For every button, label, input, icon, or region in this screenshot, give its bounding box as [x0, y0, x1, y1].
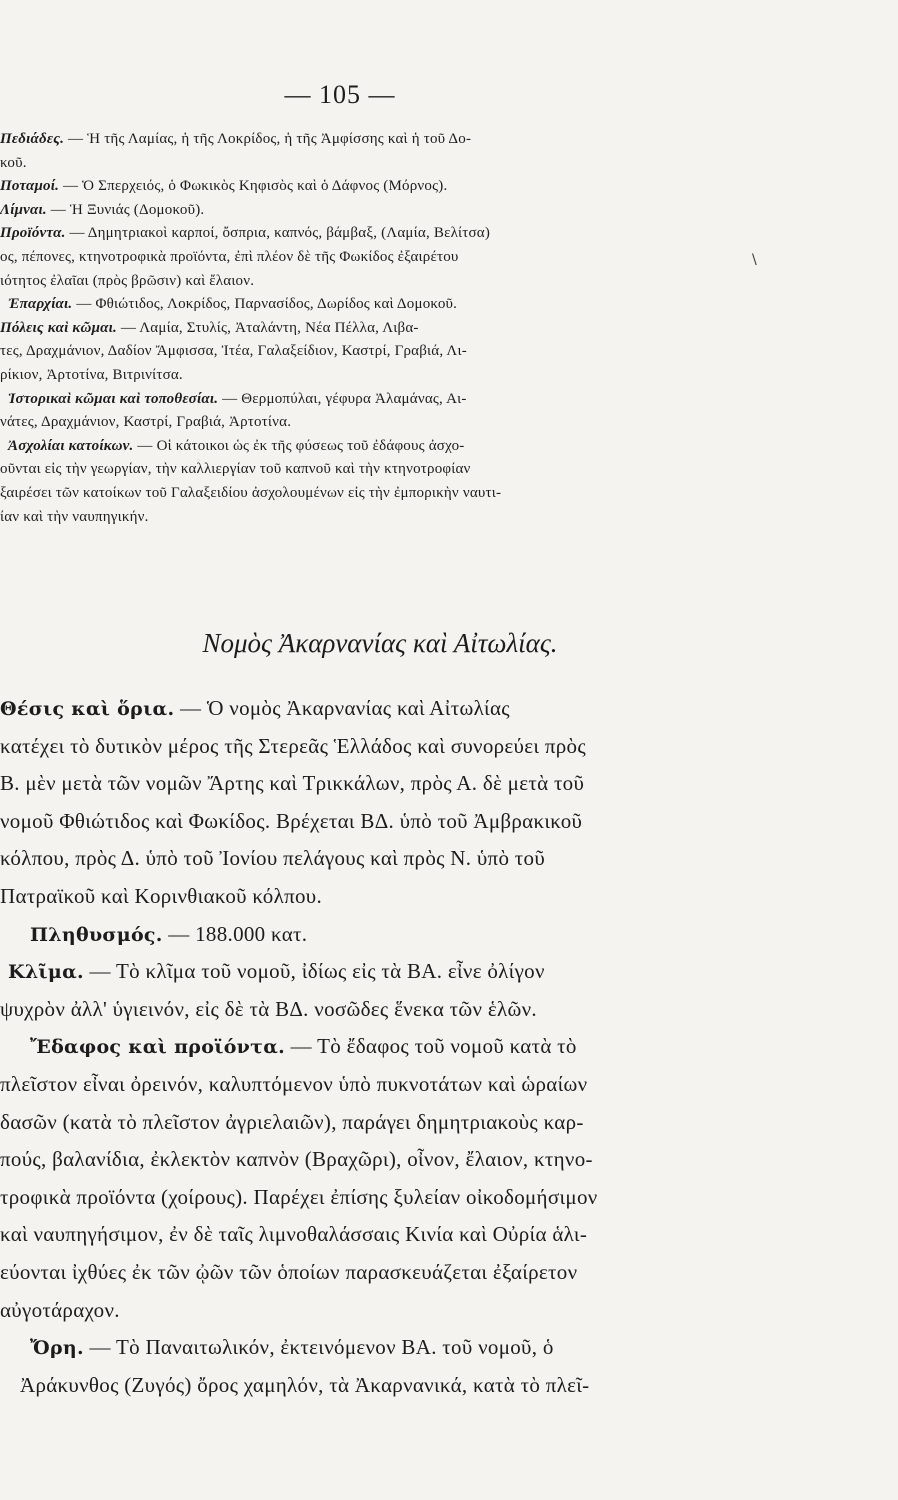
text-line [0, 317, 760, 341]
text-line [0, 1028, 760, 1066]
page-number: — 105 — [284, 80, 396, 109]
line-text: ος, πέπονες, κτηνοτροφικὰ προϊόντα, ἐπὶ πλέον δὲ τῆς Φωκίδος ἐξαιρέτου [0, 248, 459, 265]
section-body-text [0, 690, 760, 1404]
text-line [0, 728, 760, 766]
paragraph-heading: Ἱστορικαὶ κῶμαι καὶ τοποθεσίαι. [8, 390, 219, 407]
line-text: εύονται ἰχθύες ἐκ τῶν ᾠῶν τῶν ὁποίων παρασκευάζεται ἐξαίρετον [0, 1259, 578, 1284]
text-line [0, 222, 760, 246]
line-text: — Λαμία, Στυλίς, Ἀταλάντη, Νέα Πέλλα, Λιβα- [120, 319, 419, 336]
text-line [0, 152, 760, 176]
text-line [0, 293, 760, 317]
line-text: πλεῖστον εἶναι ὀρεινόν, καλυπτόμενον ὑπὸ πυκνοτάτων καὶ ὡραίων [0, 1071, 588, 1096]
line-text: οῦνται εἰς τὴν γεωργίαν, τὴν καλλιεργίαν τοῦ καπνοῦ καὶ τὴν κτηνοτροφίαν [0, 461, 471, 478]
line-text: — Ἡ Ξυνιάς (Δομοκοῦ). [50, 201, 205, 218]
line-text: ιότητος ἐλαῖαι (πρὸς βρῶσιν) καὶ ἔλαιον. [0, 272, 255, 289]
line-text: κόλπου, πρὸς Δ. ὑπὸ τοῦ Ἰονίου πελάγους καὶ πρὸς Ν. ὑπὸ τοῦ [0, 846, 546, 871]
line-text: δασῶν (κατὰ τὸ πλεῖστον ἀγριελαιῶν), παράγει δημητριακοὺς καρ- [0, 1109, 584, 1134]
text-line [0, 388, 760, 412]
paragraph-heading: Προϊόντα. [0, 225, 66, 242]
text-line [0, 482, 760, 506]
line-text: — Ὁ νομὸς Ἀκαρνανίας καὶ Αἰτωλίας [179, 696, 510, 720]
line-text: — Φθιώτιδος, Λοκρίδος, Παρνασίδος, Δωρίδος καὶ Δομοκοῦ. [76, 296, 458, 313]
text-line [0, 199, 760, 223]
text-line [0, 435, 760, 459]
text-line [0, 270, 760, 294]
text-line [0, 1066, 760, 1104]
paragraph-heading: Ἀσχολίαι κατοίκων. [8, 437, 134, 454]
line-text: — Τὸ κλῖμα τοῦ νομοῦ, ἰδίως εἰς τὰ ΒΑ. εἶνε ὀλίγον [89, 959, 545, 984]
text-line [0, 1141, 760, 1179]
line-text: νάτες, Δραχμάνιον, Καστρί, Γραβιά, Ἀρτοτίνα. [0, 414, 292, 431]
paragraph-heading: Λίμναι. [0, 201, 47, 218]
text-line [0, 1216, 760, 1254]
line-text: πούς, βαλανίδια, ἐκλεκτὸν καπνὸν (Βραχῶρι), οἶνον, ἔλαιον, κτηνο- [0, 1147, 593, 1172]
line-text: Πατραϊκοῦ καὶ Κορινθιακοῦ κόλπου. [0, 883, 323, 908]
paragraph-heading: Πεδιάδες. [0, 131, 65, 147]
line-text: τροφικὰ προϊόντα (χοίρους). Παρέχει ἐπίσης ξυλείαν οἰκοδομήσιμον [0, 1184, 598, 1209]
line-text: Β. μὲν μετὰ τῶν νομῶν Ἄρτης καὶ Τρικκάλων, πρὸς Α. δὲ μετὰ τοῦ [0, 771, 585, 796]
line-text: — Θερμοπύλαι, γέφυρα Ἀλαμάνας, Αι- [222, 390, 467, 407]
text-line [0, 506, 760, 530]
line-text: — Τὸ Παναιτωλικόν, ἐκτεινόμενον ΒΑ. τοῦ νομοῦ, ὁ [89, 1335, 554, 1360]
text-line [0, 411, 760, 435]
line-text: — 188.000 κατ. [168, 921, 308, 946]
text-line [0, 953, 760, 991]
text-line [0, 765, 760, 803]
line-text: νομοῦ Φθιώτιδος καὶ Φωκίδος. Βρέχεται ΒΔ. ὑπὸ τοῦ Ἀμβρακικοῦ [0, 808, 583, 833]
text-line [0, 364, 760, 388]
margin-mark: \ [752, 252, 757, 268]
line-text: κατέχει τὸ δυτικὸν μέρος τῆς Στερεᾶς Ἑλλάδος καὶ συνορεύει πρὸς [0, 733, 586, 758]
line-text: ίαν καὶ τὴν ναυπηγικήν. [0, 508, 149, 525]
text-line [0, 1367, 760, 1405]
line-text: — Ἡ τῆς Λαμίας, ἡ τῆς Λοκρίδος, ἡ τῆς Ἀμφίσσης καὶ ἡ τοῦ Δο- [68, 131, 472, 147]
section-title: Νομὸς Ἀκαρνανίας καὶ Αἰτωλίας. [202, 628, 558, 658]
line-text: — Οἱ κάτοικοι ὡς ἐκ τῆς φύσεως τοῦ ἐδάφους ἀσχο- [137, 437, 465, 454]
text-line [0, 175, 760, 199]
line-text: — Τὸ ἔδαφος τοῦ νομοῦ κατὰ τὸ [290, 1034, 577, 1059]
paragraph-heading: Πληθυσμός. [30, 923, 163, 946]
line-text: ψυχρὸν ἀλλ' ὑγιεινόν, εἰς δὲ τὰ ΒΔ. νοσῶδες ἕνεκα τῶν ἑλῶν. [0, 996, 537, 1021]
text-line [0, 803, 760, 841]
text-line [0, 246, 760, 270]
text-line [0, 128, 760, 152]
text-line [0, 458, 760, 482]
text-line [0, 1292, 760, 1330]
line-text: Ἀράκυνθος (Ζυγός) ὄρος χαμηλόν, τὰ Ἀκαρνανικά, κατὰ τὸ πλεῖ- [20, 1372, 590, 1397]
text-line [0, 690, 760, 728]
line-text: τες, Δραχμάνιον, Δαδίον Ἄμφισσα, Ἰτέα, Γαλαξείδιον, Καστρί, Γραβιά, Λι- [0, 343, 467, 360]
line-text: ξαιρέσει τῶν κατοίκων τοῦ Γαλαξειδίου ἀσχολουμένων εἰς τὴν ἐμπορικὴν ναυτι- [0, 484, 502, 501]
text-line [0, 1104, 760, 1142]
text-line [0, 878, 760, 916]
text-line [0, 916, 760, 954]
line-text: ρίκιον, Ἀρτοτίνα, Βιτρινίτσα. [0, 366, 183, 383]
text-line [0, 1329, 760, 1367]
paragraph-heading: Ὄρη. [30, 1337, 84, 1360]
text-line [0, 1254, 760, 1292]
text-line [0, 340, 760, 364]
line-text: αὐγοτάραχον. [0, 1297, 120, 1322]
paragraph-heading: Πόλεις καὶ κῶμαι. [0, 319, 117, 336]
line-text: — Ὁ Σπερχειός, ὁ Φωκικὸς Κηφισὸς καὶ ὁ Δάφνος (Μόρνος). [63, 178, 448, 195]
paragraph-heading: Θέσις καὶ ὅρια. [0, 698, 175, 720]
text-line [0, 991, 760, 1029]
paragraph-heading: Ἐπαρχίαι. [8, 296, 73, 313]
paragraph-heading: Κλῖμα. [8, 961, 84, 984]
line-text: — Δημητριακοὶ καρποί, ὄσπρια, καπνός, βάμβαξ, (Λαμία, Βελίτσα) [69, 225, 491, 242]
paragraph-heading: Ποταμοί. [0, 178, 60, 195]
line-text: καὶ ναυπηγήσιμον, ἐν δὲ ταῖς λιμνοθαλάσσαις Κινία καὶ Οὐρία ἁλι- [0, 1222, 588, 1247]
previous-section-text [0, 128, 760, 529]
text-line [0, 1179, 760, 1217]
paragraph-heading: Ἔδαφος καὶ προϊόντα. [30, 1036, 286, 1059]
text-line [0, 840, 760, 878]
line-text: κοῦ. [0, 154, 27, 171]
